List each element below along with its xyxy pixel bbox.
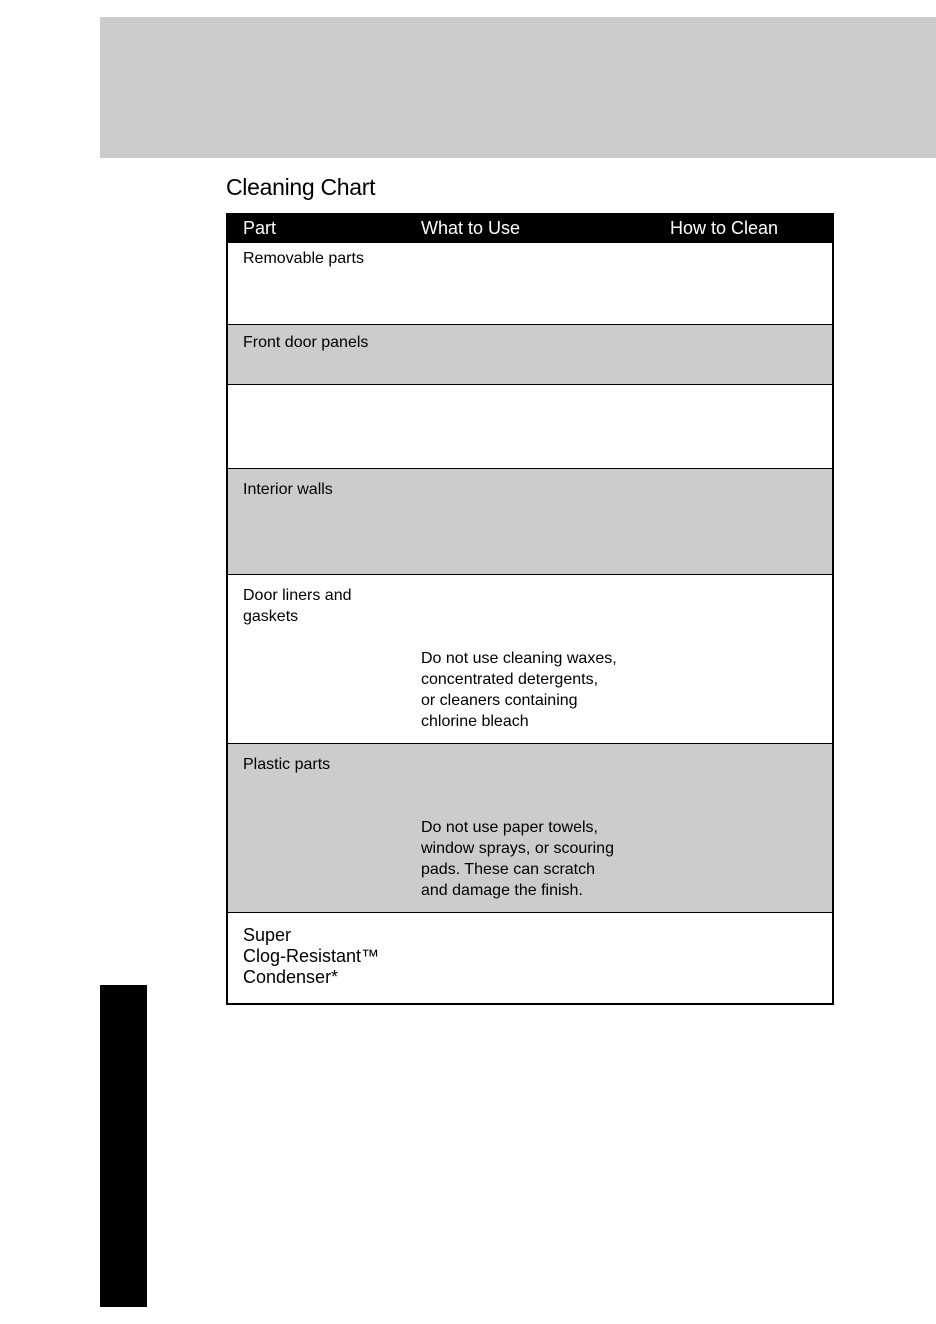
cleaning-chart-table [226,213,834,1005]
row-part-label: Interior walls [243,481,333,498]
table-row [228,468,832,574]
table-row [228,912,832,1003]
row-part-label: Front door panels [243,334,369,351]
side-tab [100,985,147,1307]
header-what-to-use: What to Use [421,218,521,238]
table-row [228,324,832,384]
row-part-label: Super Clog-Resistant™ Condenser* [243,925,380,987]
side-tab-label: Product Care [13,1101,33,1209]
page-title: Cleaning Chart [226,174,376,200]
row-part-label: Door liners and gaskets [243,587,352,625]
table-row [228,384,832,468]
table-row [228,574,832,743]
row-part-label: Removable parts [243,250,364,267]
row-what-to-use: Do not use paper towels, window sprays, or scouring pads. These can scratch and damage the finish. [421,819,614,899]
table-row [228,743,832,912]
table-header [228,215,832,243]
header-band [100,17,936,158]
row-part-label: Plastic parts [243,756,331,773]
header-part: Part [243,218,277,238]
table-row [228,243,832,324]
header-how-to-clean: How to Clean [670,218,779,238]
row-what-to-use: Do not use cleaning waxes, concentrated detergents, or cleaners containing chlorine bleach [421,650,617,730]
